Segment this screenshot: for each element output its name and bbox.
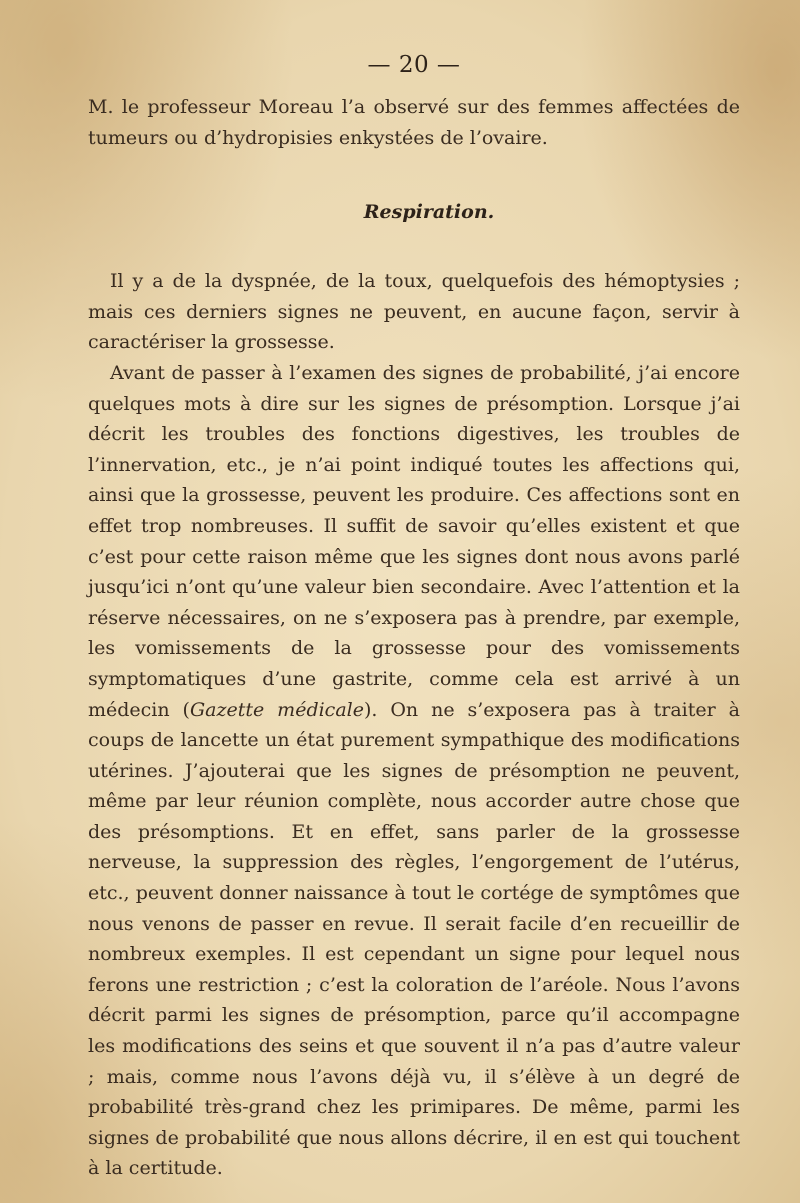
paragraph-text-after-citation: ). On ne s’exposera pas à traiter à coups de lancette un état purement sympathique des modifications utérines. J’ajouterai que les signes de présomption ne peuvent, même par leur réunion complète, nous accorder autre chose que des présomptions. Et en effet, sans parler de la grossesse nerveuse, la suppression des règles, l’engorgement de l’utérus, etc., peuvent donner naissance à tout le cortége de symptômes que nous venons de passer en revue. Il serait facile d’en recueillir de nombreux exemples. Il est cependant un signe pour lequel nous ferons une restriction ; c’est la coloration de l’aréole. Nous l’avons décrit parmi les signes de présomption, parce qu’il accompagne les modifications des seins et que souvent il n’a pas d’autre valeur ; mais, comme nous l’avons déjà vu, il s’élève à un degré de probabilité très-grand chez les primipares. De même, parmi les signes de probabilité que nous allons décrire, il en est qui touchent à la certitude. <box>88 698 740 1180</box>
citation-gazette-medicale: Gazette médicale <box>189 698 364 721</box>
paragraph-text-before-citation: Avant de passer à l’examen des signes de probabilité, j’ai encore quelques mots à dire sur les signes de présomption. Lorsque j’ai décrit les troubles des fonctions digestives, les troubles de l’innervation, etc., je n’ai point indiqué toutes les affections qui, ainsi que la grossesse, peuvent les produire. Ces affections sont en effet trop nombreuses. Il suffit de savoir qu’elles existent et que c’est pour cette raison même que les signes dont nous avons parlé jusqu’ici n’ont qu’une valeur bien secondaire. Avec l’attention et la réserve nécessaires, on ne s’exposera pas à prendre, par exemple, les vomissements de la grossesse pour des vomissements symptomatiques d’une gastrite, comme cela est arrivé à un médecin ( <box>88 361 740 721</box>
intro-paragraph: M. le professeur Moreau l’a observé sur des femmes affectées de tumeurs ou d’hydropisies enkystées de l’ovaire. <box>88 96 740 149</box>
section-heading: Respiration. <box>363 201 495 224</box>
presumption-paragraph <box>88 358 740 1184</box>
respiration-paragraph: Il y a de la dyspnée, de la toux, quelquefois des hémoptysies ; mais ces derniers signes ne peuvent, en aucune façon, servir à caractériser la grossesse. <box>88 270 740 354</box>
page-number: — 20 — <box>367 52 461 78</box>
book-page <box>88 52 740 1184</box>
